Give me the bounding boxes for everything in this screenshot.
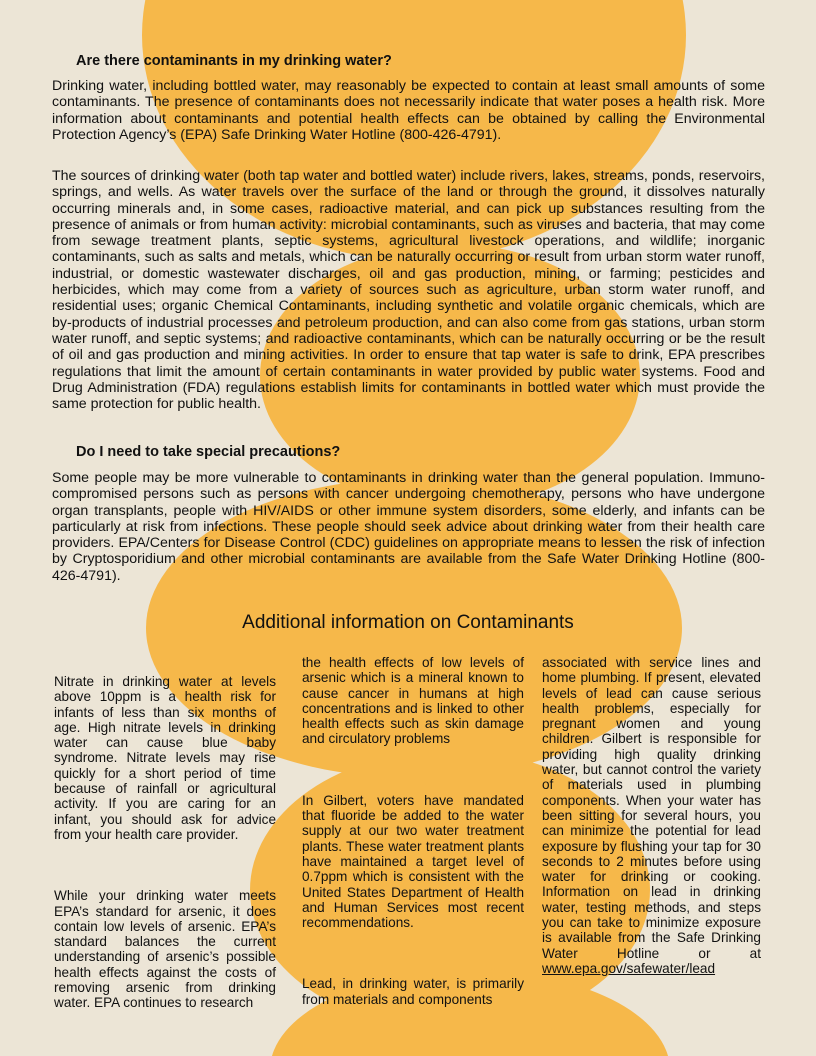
paragraph-lead-intro: Lead, in drinking water, is primarily from materials and components	[302, 976, 524, 1007]
lead-details-text: associated with service lines and home plumbing. If present, elevated levels of lead can cause serious health problems, especially for pregnant women and young children. Gilbert is responsible for providing high quality drinking water, but cannot control the variety of materials used in plumbing components. When your water has been sitting for several hours, you can minimize the potential for lead exposure by flushing your tap for 30 seconds to 2 minutes before using water for drinking or cooking. Information on lead in drinking water, testing methods, and steps you can take to minimize exposure is available from the Safe Drinking Water Hotline or at	[542, 655, 761, 961]
paragraph-fluoride: In Gilbert, voters have mandated that fluoride be added to the water supply at our two water treatment plants. These water treatment plants have maintained a target level of 0.7ppm which is consistent with the United States Department of Health and Human Services most recent recommendations.	[302, 792, 524, 931]
paragraph-contaminants-intro: Drinking water, including bottled water, may reasonably be expected to contain at least small amounts of some contaminants. The presence of contaminants does not necessarily indicate that water poses a health risk. More information about contaminants and potential health effects can be obtained by calling the Environmental Protection Agency’s (EPA) Safe Drinking Water Hotline (800-426-4791).	[52, 78, 765, 143]
heading-special-precautions: Do I need to take special precautions?	[76, 444, 341, 460]
heading-contaminants-question: Are there contaminants in my drinking water?	[76, 53, 392, 69]
paragraph-arsenic: While your drinking water meets EPA’s standard for arsenic, it does contain low levels of arsenic. EPA’s standard balances the current understanding of arsenic’s possible health effects against the costs of removing arsenic from drinking water. EPA continues to research	[54, 888, 276, 1011]
column-2	[302, 655, 524, 1007]
epa-lead-link[interactable]: www.epa.gov/safewater/lead	[542, 960, 716, 976]
column-1	[54, 674, 276, 1011]
paragraph-nitrate: Nitrate in drinking water at levels above 10ppm is a health risk for infants of less than six months of age. High nitrate levels in drinking water can cause blue baby syndrome. Nitrate levels may rise quickly for a short period of time because of rainfall or agricultural activity. If you are caring for an infant, you should ask for advice from your health care provider.	[54, 674, 276, 842]
column-3	[542, 655, 761, 976]
paragraph-arsenic-continued: the health effects of low levels of arsenic which is a mineral known to cause cancer in humans at high concentrations and is linked to other health effects such as skin damage and circulatory problems	[302, 655, 524, 747]
paragraph-vulnerable-people: Some people may be more vulnerable to contaminants in drinking water than the general population. Immuno-compromised persons such as persons with cancer undergoing chemotherapy, persons who have undergone organ transplants, people with HIV/AIDS or other immune system disorders, some elderly, and infants can be particularly at risk from infections. These people should seek advice about drinking water from their health care providers. EPA/Centers for Disease Control (CDC) guidelines on appropriate means to lessen the risk of infection by Cryptosporidium and other microbial contaminants are available from the Safe Water Drinking Hotline (800-426-4791).	[52, 470, 765, 584]
paragraph-sources-of-water: The sources of drinking water (both tap water and bottled water) include rivers, lakes, streams, ponds, reservoirs, springs, and wells. As water travels over the surface of the land or through the ground, it dissolves naturally occurring minerals and, in some cases, radioactive material, and can pick up substances resulting from the presence of animals or from human activity: microbial contaminants, such as viruses and bacteria, that may come from sewage treatment plants, septic systems, agricultural livestock operations, and wildlife; inorganic contaminants, such as salts and metals, which can be naturally occurring or result from urban storm water runoff, industrial, or domestic wastewater discharges, oil and gas production, mining, or farming; pesticides and herbicides, which may come from a variety of sources such as agriculture, urban storm water runoff, and residential uses; organic Chemical Contaminants, including synthetic and volatile organic chemicals, which are by-products of industrial processes and petroleum production, and can also come from gas stations, urban storm water runoff, and septic systems; and radioactive contaminants, which can be naturally occurring or be the result of oil and gas production and mining activities. In order to ensure that tap water is safe to drink, EPA prescribes regulations that limit the amount of certain contaminants in water provided by public water systems. Food and Drug Administration (FDA) regulations establish limits for contaminants in bottled water which must provide the same protection for public health.	[52, 168, 765, 413]
section-title-additional-info: Additional information on Contaminants	[242, 612, 574, 633]
paragraph-lead-details	[542, 655, 761, 976]
